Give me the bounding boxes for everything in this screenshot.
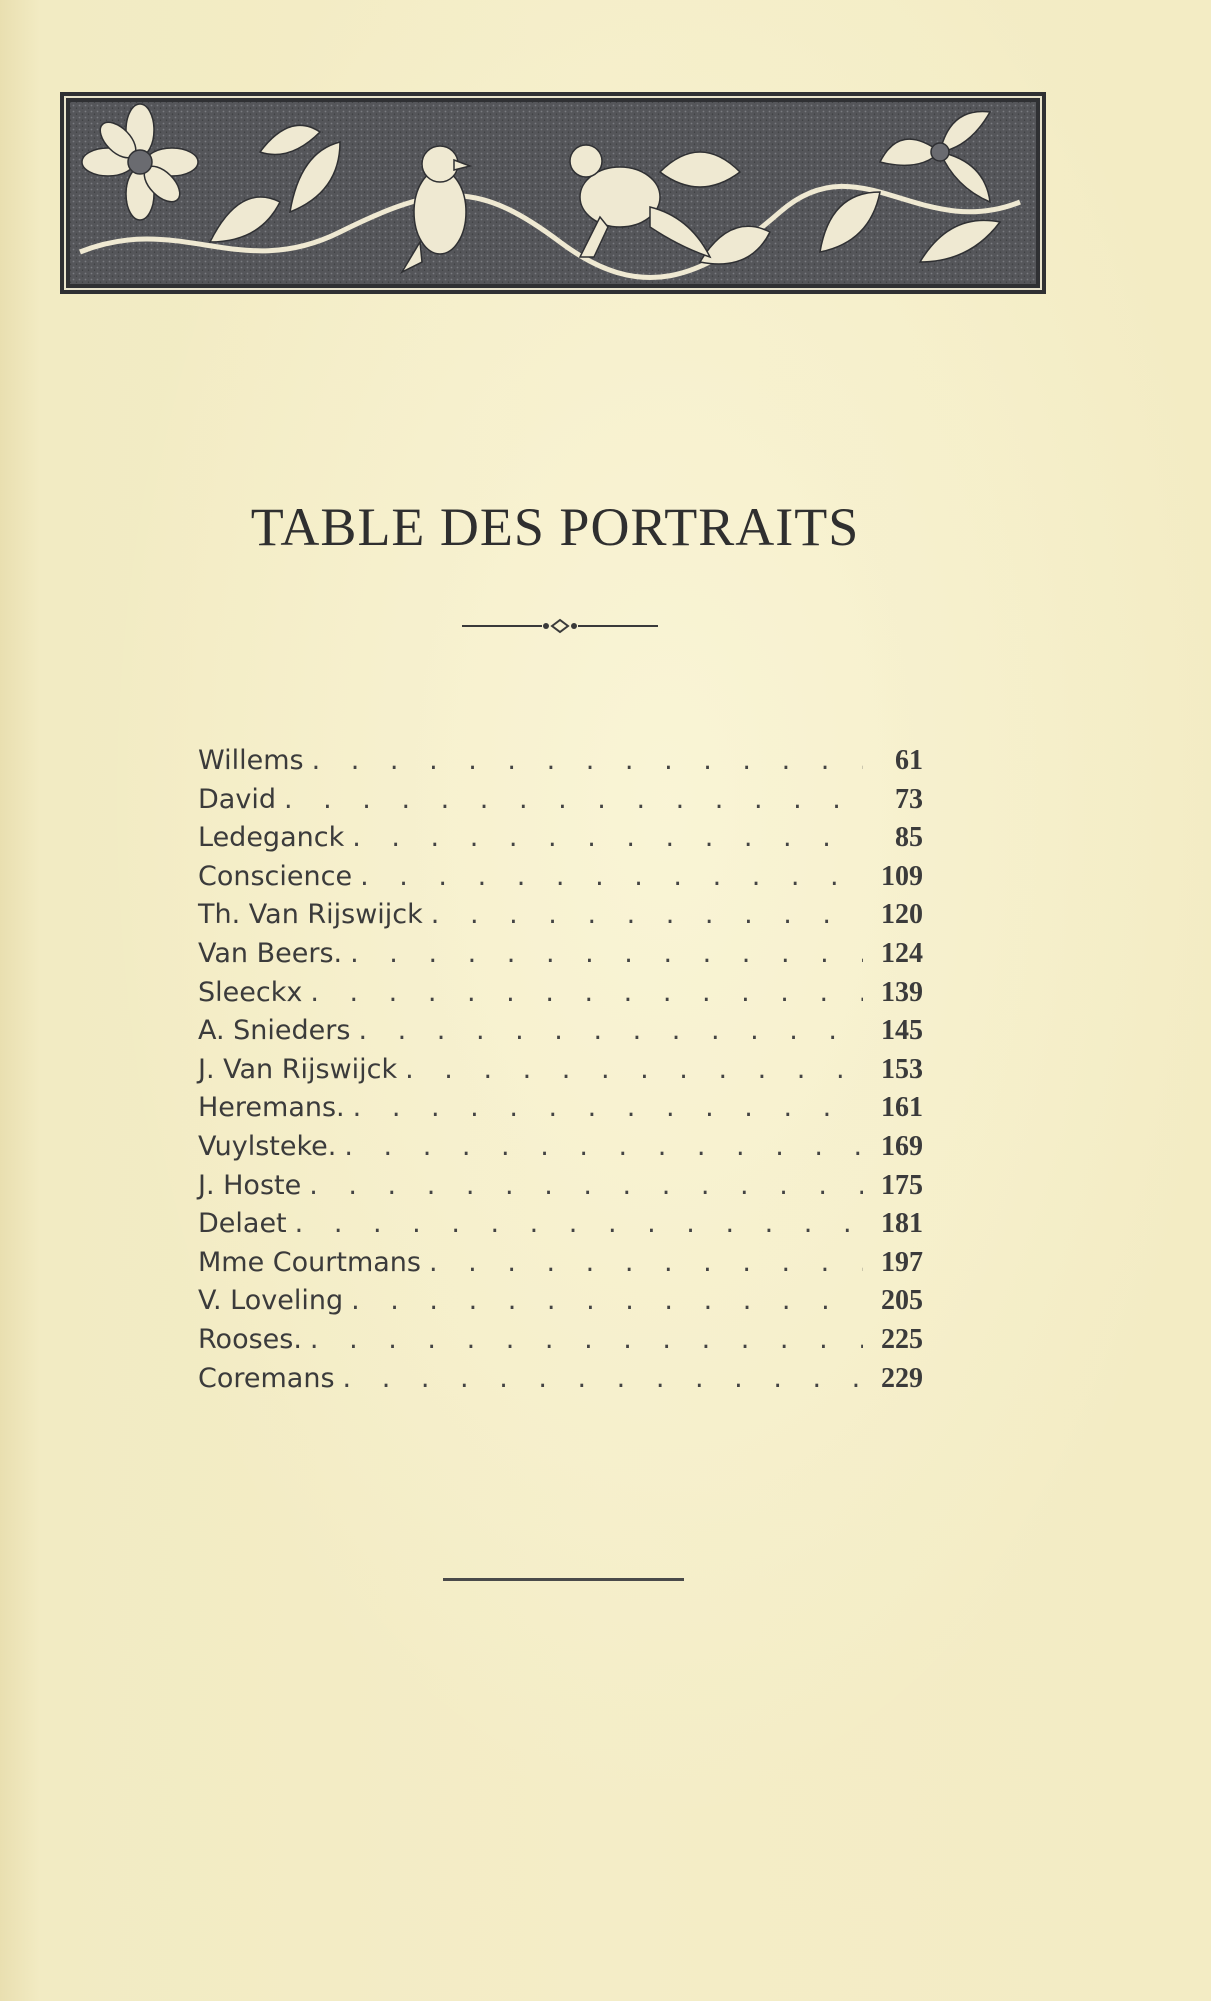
dot-leader [312,742,863,781]
entry-page: 197 [881,1246,923,1278]
list-item [198,819,923,858]
entry-page: 124 [881,937,923,969]
list-item [198,1205,923,1244]
entry-page: 181 [881,1208,923,1240]
bottom-divider [443,1578,684,1581]
entry-name: Th. Van Rijswijck [198,899,423,931]
list-item [198,1089,923,1128]
list-item [198,781,923,820]
entry-name: Van Beers. [198,937,343,969]
table-of-portraits [198,742,923,1398]
dot-leader [295,1205,863,1244]
entry-page: 153 [881,1053,923,1085]
entry-page: 109 [881,860,923,892]
entry-name: Vuylsteke. [198,1130,337,1162]
entry-page: 85 [895,822,923,854]
entry-name: Rooses. [198,1323,302,1355]
list-item [198,896,923,935]
entry-page: 161 [881,1092,923,1124]
entry-page: 175 [881,1169,923,1201]
entry-name: Heremans. [198,1092,345,1124]
entry-name: Sleeckx [198,976,303,1008]
entry-page: 145 [881,1015,923,1047]
dot-leader [360,858,863,897]
entry-name: A. Snieders [198,1015,351,1047]
list-item [198,1282,923,1321]
list-item [198,1167,923,1206]
entry-page: 169 [881,1130,923,1162]
ornamental-header-band [60,92,1046,294]
dot-leader [353,1089,863,1128]
entry-page: 225 [881,1323,923,1355]
list-item [198,974,923,1013]
title-divider-icon [462,618,658,634]
entry-page: 139 [881,976,923,1008]
list-item [198,1012,923,1051]
floral-ornament-icon [60,92,1046,294]
entry-name: Conscience [198,860,353,892]
dot-leader [429,1244,863,1283]
entry-name: J. Van Rijswijck [198,1053,398,1085]
entry-name: V. Loveling [198,1285,344,1317]
dot-leader [352,819,863,858]
list-item [198,742,923,781]
list-item [198,1360,923,1399]
entry-name: J. Hoste [198,1169,302,1201]
dot-leader [350,935,863,974]
dot-leader [343,1360,863,1399]
list-item [198,858,923,897]
entry-page: 229 [881,1362,923,1394]
list-item [198,1128,923,1167]
entry-name: Delaet [198,1208,287,1240]
list-item [198,1321,923,1360]
dot-leader [284,781,863,820]
entry-page: 120 [881,899,923,931]
entry-name: Ledeganck [198,822,345,854]
entry-page: 205 [881,1285,923,1317]
entry-name: Mme Courtmans [198,1246,421,1278]
dot-leader [405,1051,863,1090]
dot-leader [351,1282,863,1321]
page-title: TABLE DES PORTRAITS [250,497,860,557]
entry-page: 73 [895,783,923,815]
list-item [198,1244,923,1283]
dot-leader [344,1128,863,1167]
dot-leader [309,1167,863,1206]
entry-page: 61 [895,745,923,776]
list-item [198,1051,923,1090]
dot-leader [310,1321,863,1360]
entry-name: Willems [198,745,304,776]
dot-leader [310,974,863,1013]
list-item [198,935,923,974]
dot-leader [358,1012,863,1051]
dot-leader [431,896,863,935]
entry-name: David [198,783,276,815]
entry-name: Coremans [198,1362,335,1394]
